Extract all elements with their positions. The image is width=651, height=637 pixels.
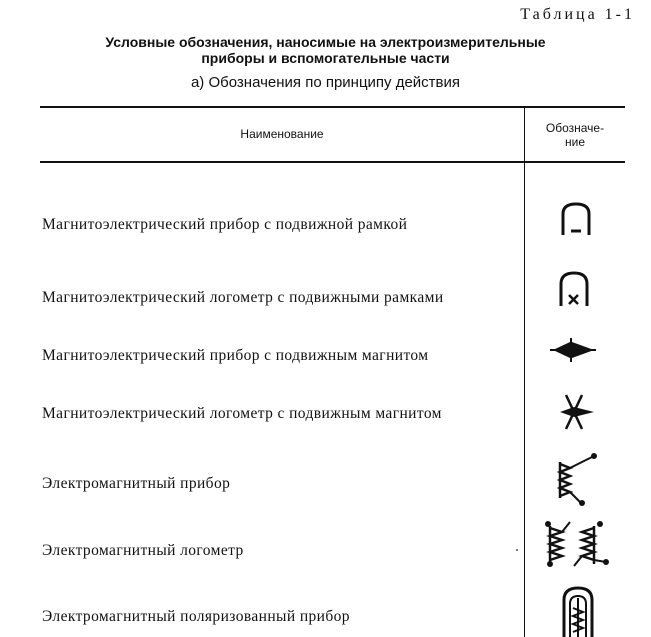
column-header-symbol-line-1: Обозначе- <box>545 121 605 135</box>
table-top-rule <box>40 106 625 108</box>
table-row-name: Магнитоэлектрический логометр с подвижными рамками <box>42 289 444 306</box>
table-row-name: Магнитоэлектрический прибор с подвижным магнитом <box>42 347 429 364</box>
magnetoelectric-moving-coil-icon <box>556 200 596 240</box>
magnetoelectric-ratiometer-icon <box>554 268 594 310</box>
table-title-line-1: Условные обозначения, наносимые на электроизмерительные <box>105 34 546 50</box>
table-title-line-2: приборы и вспомогательные части <box>201 50 450 66</box>
table-row-name: Магнитоэлектрический логометр с подвижным магнитом <box>42 405 442 422</box>
section-subtitle: а) Обозначения по принципу действия <box>190 74 461 91</box>
moving-magnet-icon <box>548 337 600 363</box>
table-number: Таблица 1-1 <box>520 6 635 23</box>
electromagnetic-icon <box>552 452 600 506</box>
polarized-electromagnetic-icon <box>558 584 598 637</box>
electromagnetic-ratiometer-icon <box>544 518 614 570</box>
moving-magnet-ratiometer-icon <box>556 393 598 431</box>
body-column-divider <box>524 163 525 637</box>
table-row-name: Магнитоэлектрический прибор с подвижной рамкой <box>42 216 408 233</box>
column-header-symbol <box>525 121 625 149</box>
table-row-name: Электромагнитный поляризованный прибор <box>42 608 350 625</box>
table-row-name: Электромагнитный прибор <box>42 475 231 492</box>
header-bottom-rule <box>40 161 625 163</box>
column-header-symbol-line-2: ние <box>564 135 585 149</box>
scan-speck <box>516 549 518 551</box>
column-header-name: Наименование <box>240 127 324 141</box>
table-row-name: Электромагнитный логометр <box>42 542 244 559</box>
